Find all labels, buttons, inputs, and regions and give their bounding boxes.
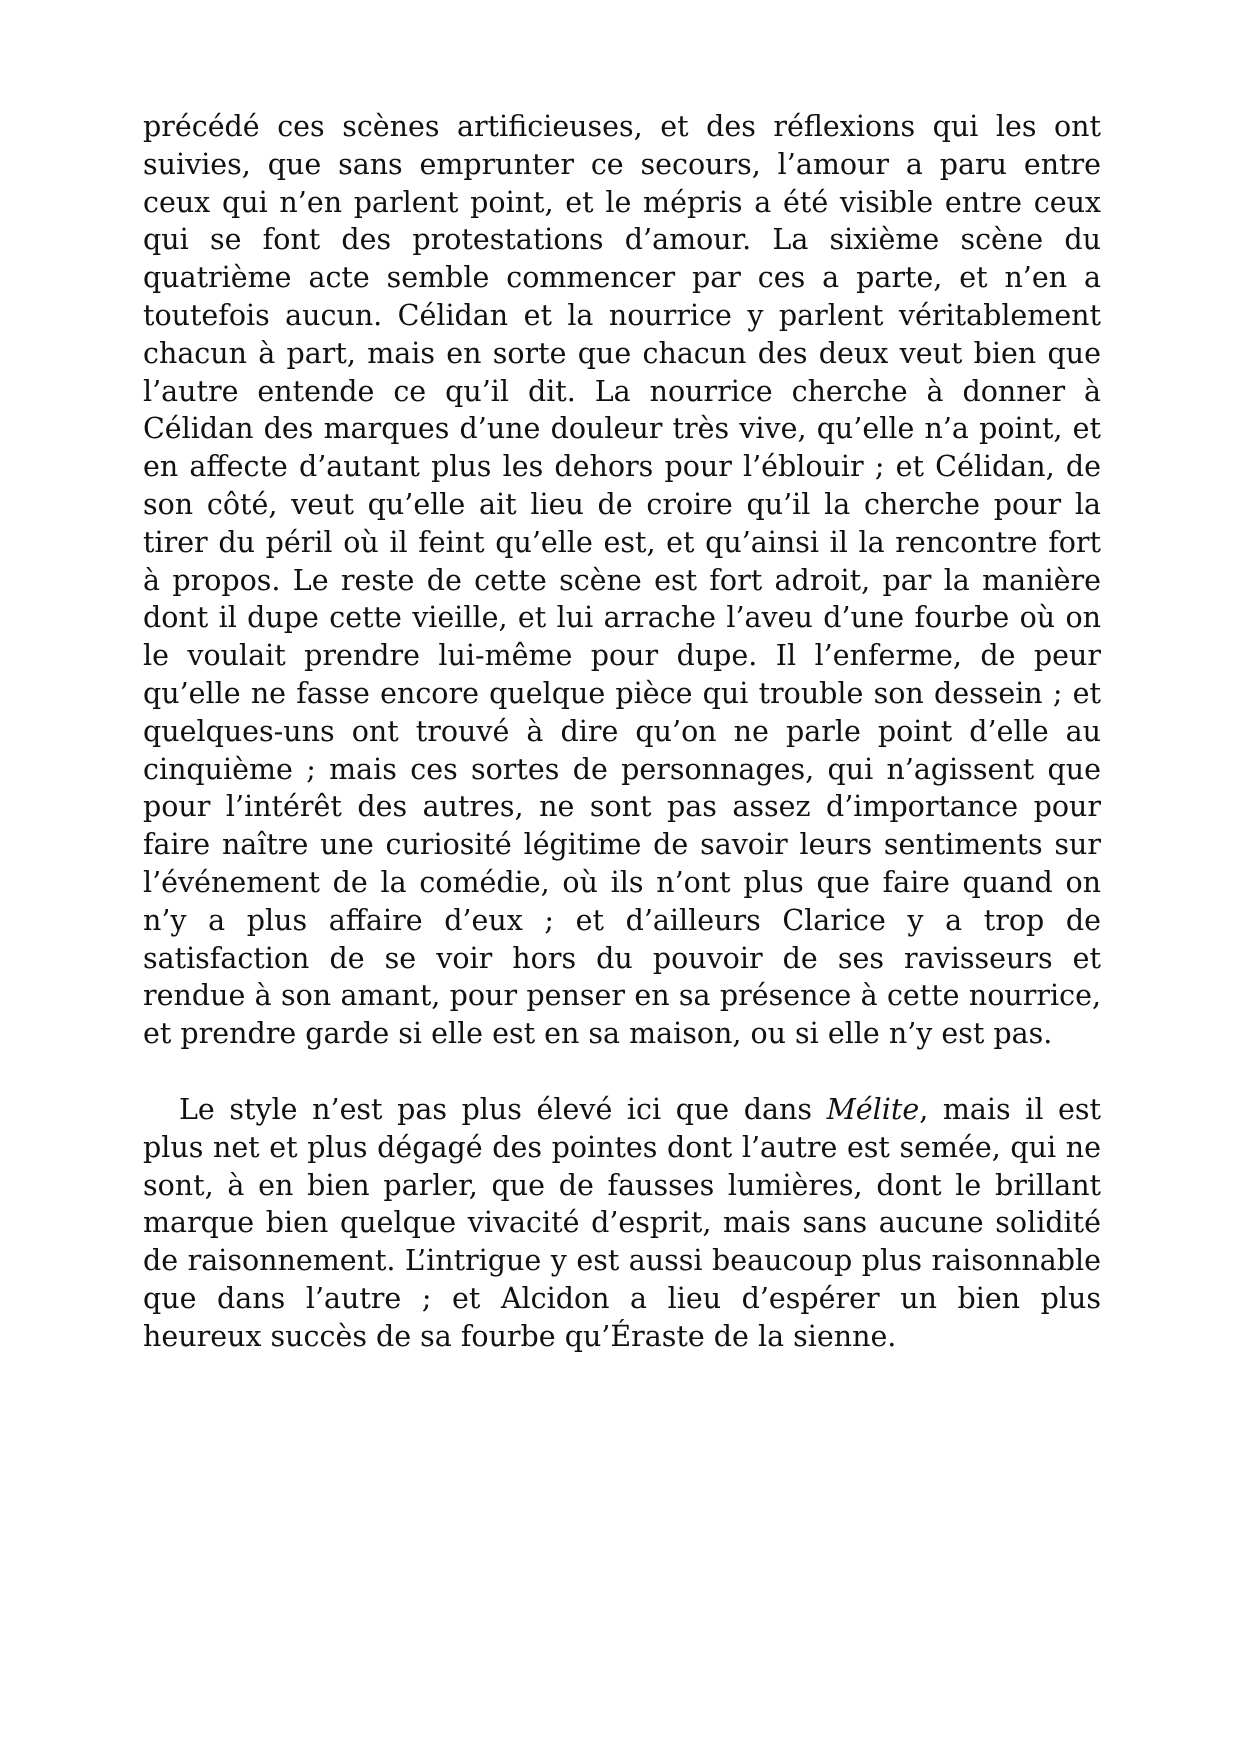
paragraph-2 <box>143 1091 1101 1356</box>
paragraph-2-text-start: Le style n’est pas plus élevé ici que dans <box>179 1092 827 1126</box>
paragraph-1: précédé ces scènes artificieuses, et des réflexions qui les ont suivies, que sans emprunter ce secours, l’amour a paru entre ceux qui n’en parlent point, et le mépris a été visible entre ceux qui se font des protestations d’amour. La sixième scène du quatrième acte semble commencer par ces a parte, et n’en a toutefois aucun. Célidan et la nourrice y parlent véritablement chacun à part, mais en sorte que chacun des deux veut bien que l’autre entende ce qu’il dit. La nourrice cherche à donner à Célidan des marques d’une douleur très vive, qu’elle n’a point, et en affecte d’autant plus les dehors pour l’éblouir ; et Célidan, de son côté, veut qu’elle ait lieu de croire qu’il la cherche pour la tirer du péril où il feint qu’elle est, et qu’ainsi il la rencontre fort à propos. Le reste de cette scène est fort adroit, par la manière dont il dupe cette vieille, et lui arrache l’aveu d’une fourbe où on le voulait prendre lui-même pour dupe. Il l’enferme, de peur qu’elle ne fasse encore quelque pièce qui trouble son dessein ; et quelques-uns ont trouvé à dire qu’on ne parle point d’elle au cinquième ; mais ces sortes de personnages, qui n’agissent que pour l’intérêt des autres, ne sont pas assez d’importance pour faire naître une curiosité légitime de savoir leurs sentiments sur l’événement de la comédie, où ils n’ont plus que faire quand on n’y a plus affaire d’eux ; et d’ailleurs Clarice y a trop de satisfaction de se voir hors du pouvoir de ses ravisseurs et rendue à son amant, pour penser en sa présence à cette nourrice, et prendre garde si elle est en sa maison, ou si elle n’y est pas. <box>143 110 1101 1051</box>
play-title-melite: Mélite <box>826 1092 920 1126</box>
paragraph-2-text-end: , mais il est plus net et plus dégagé des pointes dont l’autre est semée, qui ne sont, à en bien parler, que de fausses lumières, dont le brillant marque bien quelque vivacité d’esprit, mais sans aucune solidité de raisonnement. L’intrigue y est aussi beaucoup plus raisonnable que dans l’autre ; et Alcidon a lieu d’espérer un bien plus heureux succès de sa fourbe qu’Éraste de la sienne. <box>143 1092 1101 1353</box>
document-page <box>143 108 1101 1356</box>
